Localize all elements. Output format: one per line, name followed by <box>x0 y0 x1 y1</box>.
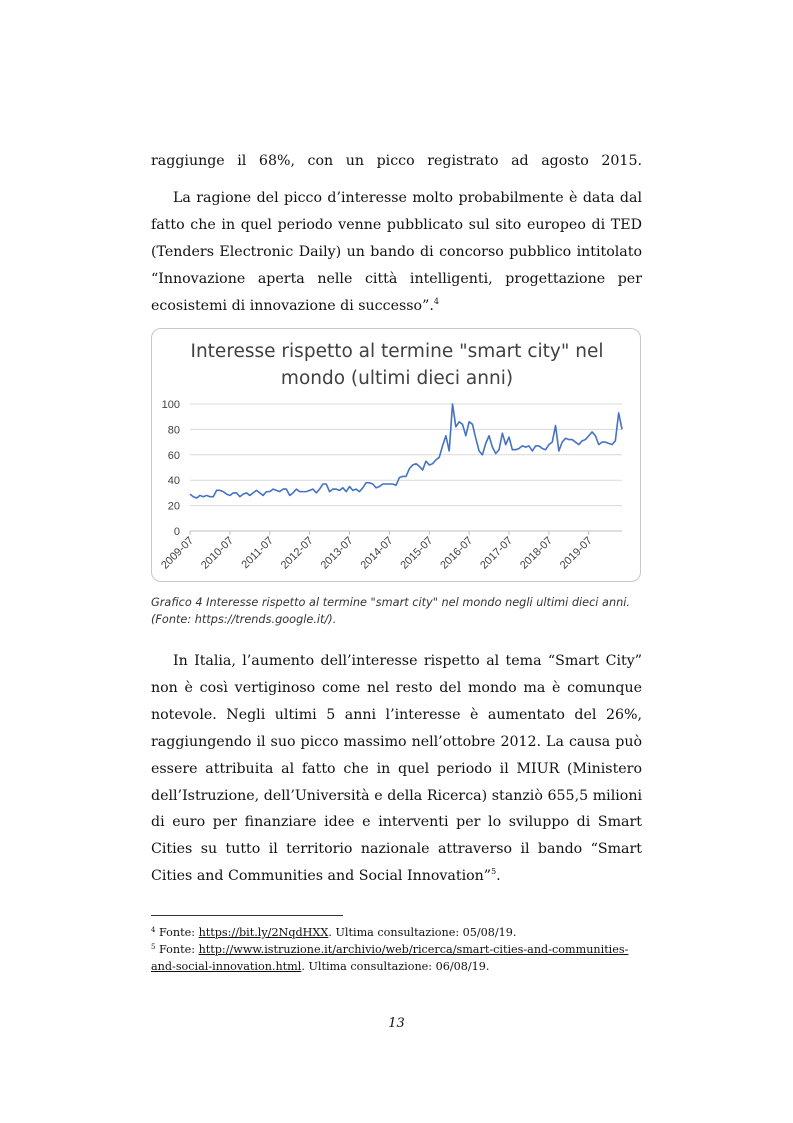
page-number: 13 <box>388 1016 405 1031</box>
footnote-link[interactable]: https://bit.ly/2NqdHXX <box>198 926 329 939</box>
footnote-link[interactable]: http://www.istruzione.it/archivio/web/ricerca/smart-cities-and-communities-and-social-innovation.html <box>151 943 629 973</box>
x-tick-label: 2016-07 <box>438 534 476 572</box>
chart-title-line-1: Interesse rispetto al termine "smart city" nel <box>190 341 604 362</box>
series-line-smart-city <box>190 404 622 498</box>
footnote-separator <box>151 915 343 916</box>
x-tick-label: 2009-07 <box>159 534 197 572</box>
caption-line-1: Grafico 4 Interesse rispetto al termine "smart city" nel mondo negli ultimi dieci anni. <box>151 596 630 609</box>
footnote-number: 5 <box>151 943 156 951</box>
body-paragraph <box>151 185 642 320</box>
body-text-line: raggiunge il 68%, con un picco registrato ad agosto 2015. <box>151 153 642 169</box>
caption-line-2: (Fonte: https://trends.google.it/). <box>151 613 337 626</box>
x-tick-label: 2011-07 <box>239 534 276 572</box>
x-tick-label: 2018-07 <box>517 534 556 572</box>
y-tick-label: 80 <box>167 424 180 437</box>
footnotes <box>151 924 642 975</box>
x-tick-label: 2015-07 <box>398 534 436 572</box>
y-tick-label: 40 <box>167 475 180 488</box>
y-tick-label: 60 <box>167 449 180 462</box>
y-tick-label: 0 <box>173 526 180 538</box>
y-tick-label: 100 <box>161 399 180 411</box>
figure-caption <box>151 594 642 628</box>
x-tick-label: 2012-07 <box>278 534 316 572</box>
footnote-5 <box>151 941 642 975</box>
x-tick-label: 2010-07 <box>198 534 236 572</box>
footnote-suffix: . Ultima consultazione: 05/08/19. <box>328 926 517 939</box>
footnote-number: 4 <box>151 926 156 934</box>
footnote-prefix: Fonte: <box>159 943 199 956</box>
footnote-suffix: . Ultima consultazione: 06/08/19. <box>301 960 490 973</box>
footnote-4 <box>151 924 642 941</box>
x-tick-label: 2013-07 <box>318 534 356 572</box>
paragraph-text: La ragione del picco d’interesse molto probabilmente è data dal fatto che in quel periodo venne pubblicato sul sito europeo di TED (Tenders Electronic Daily) un bando di concorso pubblico intitolato “Innovazione aperta nelle città intelligenti, progettazione per ecosistemi di innovazione di successo”. <box>151 190 642 314</box>
chart <box>151 328 641 582</box>
paragraph-end: . <box>496 868 501 885</box>
footnote-prefix: Fonte: <box>159 926 199 939</box>
line-chart <box>152 329 641 582</box>
chart-title-line-2: mondo (ultimi dieci anni) <box>280 368 514 389</box>
paragraph-text: In Italia, l’aumento dell’interesse rispetto al tema “Smart City” non è così vertiginoso come nel resto del mondo ma è comunque notevole. Negli ultimi 5 anni l’interesse è aumentato del 26%, raggiungendo il suo picco massimo nell’ottobre 2012. La causa può essere attribuita al fatto che in quel periodo il MIUR (Ministero dell’Istruzione, dell’Università e della Ricerca) stanziò 655,5 milioni di euro per finanziare idee e interventi per lo sviluppo di Smart Cities su tutto il territorio nazionale attraverso il bando “Smart Cities and Communities and Social Innovation” <box>151 653 642 885</box>
footnote-ref[interactable]: 4 <box>433 296 439 306</box>
body-paragraph <box>151 648 642 890</box>
x-tick-label: 2019-07 <box>557 534 595 572</box>
x-tick-label: 2017-07 <box>478 534 516 572</box>
footnote-ref[interactable]: 5 <box>491 867 497 877</box>
x-tick-label: 2014-07 <box>358 534 396 572</box>
y-tick-label: 20 <box>167 500 180 513</box>
